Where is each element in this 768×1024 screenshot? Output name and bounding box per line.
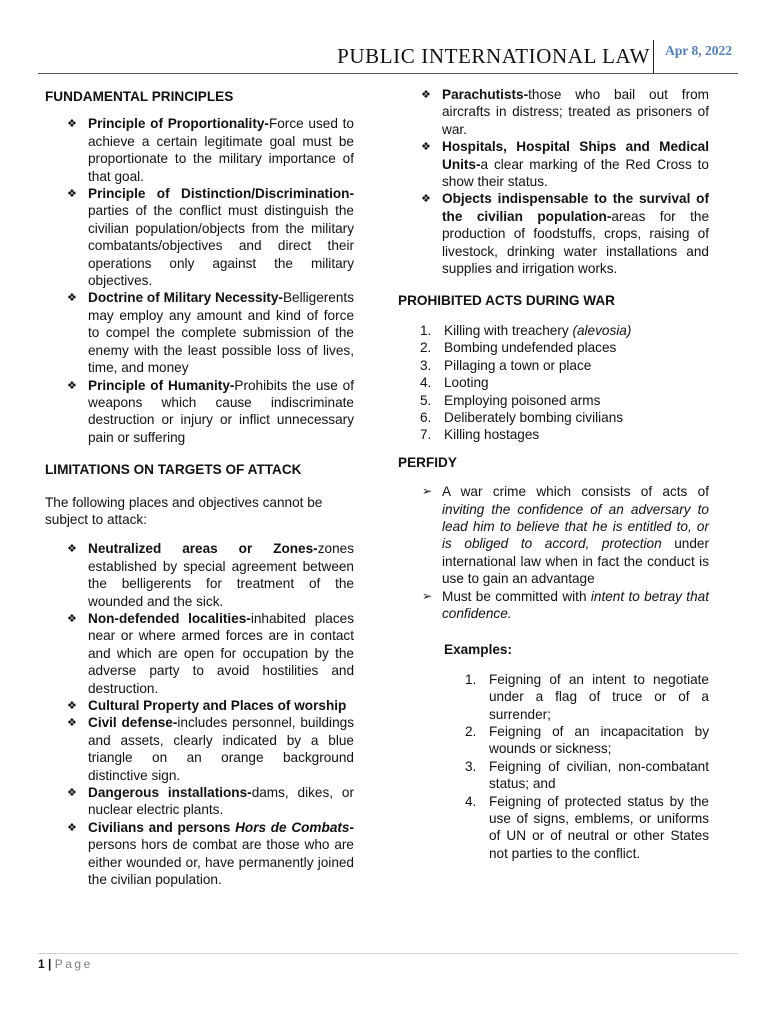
examples-heading: Examples:	[444, 642, 513, 658]
right-column	[398, 86, 709, 862]
item-term: Objects indispensable to the survival of the civilian population-	[442, 191, 709, 224]
item-number: 4.	[420, 375, 432, 391]
fundamental-principles-list	[66, 115, 354, 446]
list-item	[66, 784, 354, 819]
list-item	[420, 138, 709, 190]
list-item	[420, 86, 709, 138]
item-text: those who bail out from aircrafts in distress; treated as prisoners of war.	[442, 87, 709, 137]
list-item	[420, 339, 709, 356]
item-text: Force used to achieve a certain legitimate goal must be proportionate to the military importance of that goal.	[88, 116, 354, 184]
left-column	[45, 86, 354, 888]
item-text: Feigning of civilian, non-combatant status; and	[489, 758, 709, 792]
list-item	[420, 392, 709, 409]
item-italic: intent to betray that confidence.	[442, 588, 709, 621]
item-term: Hospitals, Hospital Ships and Medical Units-	[442, 139, 709, 172]
item-text: Must be committed with	[442, 588, 591, 604]
term-dash: -	[349, 819, 355, 835]
item-number: 3.	[420, 357, 432, 373]
list-item	[66, 714, 354, 784]
list-item	[465, 723, 709, 758]
item-italic: (alevosia)	[572, 322, 632, 338]
item-number: 5.	[420, 392, 432, 408]
item-number: 2.	[420, 340, 432, 356]
list-item	[66, 115, 354, 185]
page-number	[38, 957, 738, 971]
item-number: 1.	[420, 322, 432, 338]
list-item	[66, 610, 354, 697]
list-item	[66, 377, 354, 447]
item-text: areas for the production of foodstuffs, crops, raising of livestock, drinking water installations and supplies and irrigation works.	[442, 208, 709, 277]
item-number: 1.	[465, 671, 477, 687]
page-number-separator: |	[48, 957, 52, 971]
item-text: a clear marking of the Red Cross to show their status.	[442, 156, 709, 190]
item-text: Killing with treachery	[444, 322, 573, 338]
item-text: Employing poisoned arms	[444, 392, 601, 408]
list-item	[66, 289, 354, 376]
item-text: A war crime which consists of acts of	[442, 484, 709, 500]
item-number: 4.	[465, 793, 477, 809]
item-number: 3.	[465, 758, 477, 774]
section-heading-perfidy: PERFIDY	[398, 454, 457, 470]
header-separator	[653, 40, 655, 74]
list-item	[420, 409, 709, 426]
list-item	[465, 793, 709, 863]
list-item	[465, 671, 709, 723]
limitations-intro: The following places and objectives cannot be subject to attack:	[45, 494, 323, 527]
item-text: Bombing undefended places	[444, 340, 617, 356]
item-term: Dangerous installations-	[88, 785, 252, 801]
page-label: Page	[54, 957, 93, 971]
item-text: Feigning of an intent to negotiate under a flag of truce or of a surrender;	[489, 671, 709, 722]
page-number-value: 1	[38, 957, 45, 971]
list-item	[66, 540, 354, 610]
list-item	[420, 374, 709, 391]
perfidy-list	[420, 483, 709, 622]
item-term: Cultural Property and Places of worship	[88, 698, 347, 713]
list-item	[420, 588, 709, 623]
list-item	[66, 697, 354, 714]
document-title: PUBLIC INTERNATIONAL LAW	[337, 44, 650, 68]
header-rule	[38, 73, 738, 74]
item-text: Deliberately bombing civilians	[444, 409, 624, 425]
item-term: Principle of Proportionality-	[88, 116, 269, 132]
list-item	[420, 357, 709, 374]
item-text: includes personnel, buildings and assets, clearly indicated by a blue triangle on an orange background distinctive sign.	[88, 715, 354, 783]
item-term: Neutralized areas or Zones-	[88, 541, 318, 557]
list-item	[465, 758, 709, 793]
list-item	[420, 190, 709, 277]
item-italic: inviting the confidence of an adversary to lead him to believe that he is entitled to, or is obliged to accord, protection	[442, 501, 709, 552]
limitations-list-continued	[420, 86, 709, 277]
list-item	[66, 819, 354, 889]
item-text: Belligerents may employ any amount and kind of force to compel the complete submission of the enemy with the least possible loss of lives, time, and money	[88, 290, 354, 376]
item-text: dams, dikes, or nuclear electric plants.	[88, 785, 354, 818]
page-footer	[38, 953, 738, 971]
list-item	[66, 185, 354, 289]
item-term: Parachutists-	[442, 87, 529, 102]
term-italic: Hors de Combats	[235, 819, 350, 835]
section-heading-limitations: LIMITATIONS ON TARGETS OF ATTACK	[45, 462, 302, 478]
item-term: Doctrine of Military Necessity-	[88, 290, 283, 306]
item-text: parties of the conflict must distinguish the civilian population/objects from the military combatants/objectives and direct their operations only against the military objectives.	[88, 203, 354, 289]
item-text: Pillaging a town or place	[444, 357, 592, 373]
list-item	[420, 483, 709, 587]
item-text: Looting	[444, 375, 489, 391]
item-number: 2.	[465, 724, 477, 739]
item-text: inhabited places near or where armed forces are in contact and which are open for occupation by the adverse party to avoid hostilities and destruction.	[88, 610, 355, 696]
item-number: 6.	[420, 409, 432, 425]
item-term: Civil defense-	[88, 715, 178, 731]
term-part: Civilians and persons	[88, 819, 236, 835]
item-term: Principle of Humanity-	[88, 377, 235, 393]
item-term: Non-defended localities-	[88, 610, 251, 626]
item-text: under international law when in fact the conduct is use to gain an advantage	[442, 536, 709, 587]
list-item	[420, 426, 709, 443]
list-item	[420, 322, 709, 339]
header-date: Apr 8, 2022	[665, 43, 732, 58]
item-text: Feigning of an incapacitation by wounds or sickness;	[489, 724, 709, 757]
page-header	[38, 40, 738, 74]
item-text: Prohibits the use of weapons which cause indiscriminate destruction or injury or inflict unnecessary pain or suffering	[88, 377, 354, 445]
footer-rule	[38, 953, 738, 954]
section-heading-prohibited-acts: PROHIBITED ACTS DURING WAR	[398, 293, 615, 309]
item-term	[88, 820, 354, 835]
item-text: persons hors de combat are those who are either wounded or, have permanently joined the civilian population.	[88, 837, 354, 888]
item-text: zones established by special agreement between the belligerents for treatment of the wounded and the sick.	[88, 541, 354, 609]
section-heading-fundamental-principles: FUNDAMENTAL PRINCIPLES	[45, 89, 234, 104]
item-number: 7.	[420, 427, 432, 443]
limitations-list	[66, 540, 354, 888]
item-text: Feigning of protected status by the use of signs, emblems, or uniforms of UN or of neutral or other States not parties to the conflict.	[489, 793, 709, 861]
item-term: Principle of Distinction/Discrimination-	[88, 186, 354, 202]
examples-list	[465, 671, 709, 862]
prohibited-acts-list	[420, 322, 709, 444]
item-text: Killing hostages	[444, 427, 540, 443]
